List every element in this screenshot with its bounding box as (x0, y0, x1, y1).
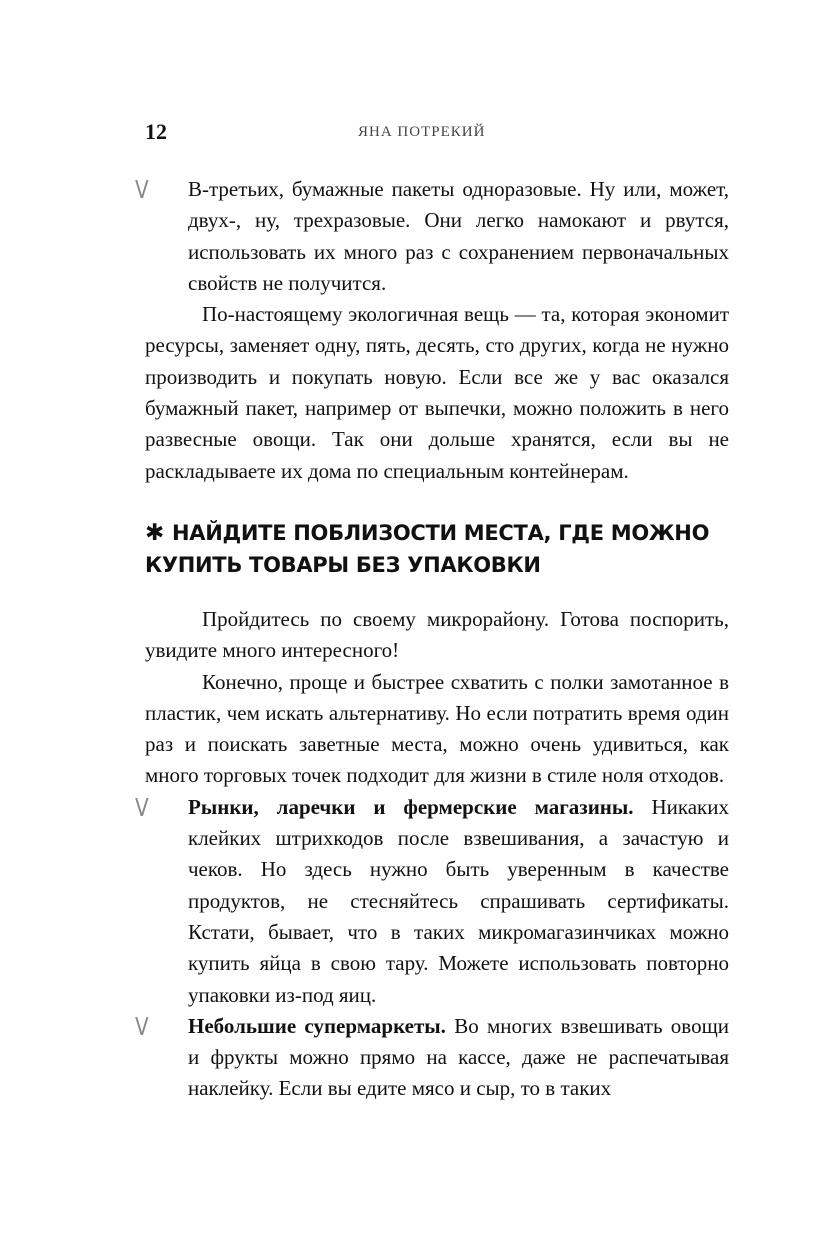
bullet-rest-3: Во многих взвешивать овощи и фрукты можно прямо на кассе, даже не распечатывая наклейку. Если вы едите мясо и сыр, то в таких (188, 1013, 729, 1101)
bullet-paragraph-1 (135, 174, 729, 299)
bullet-lead-2: Рынки, ларечки и фермерские магазины. (188, 794, 634, 819)
bullet-text-2 (145, 792, 729, 1011)
bullet-paragraph-3 (135, 1011, 729, 1105)
bullet-text-3 (145, 1011, 729, 1105)
bullet-rest-2: Никаких клейких штрихкодов после взвешивания, а зачастую и чеков. Но здесь нужно быть уверенным в качестве продуктов, не стесняйтесь спрашивать сертификаты. Кстати, бывает, что в таких микромагазинчиках можно купить яйца в свою тару. Можете использовать повторно упаковки из-под яиц. (188, 794, 729, 1007)
paragraph-3: Конечно, проще и быстрее схватить с полки замотанное в пластик, чем искать альтернативу. Но если потратить время один раз и поискать заветные места, можно очень удивиться, как много торговых точек подходит для жизни в стиле ноля отходов. (145, 669, 729, 788)
check-mark-icon: V (135, 1011, 149, 1041)
bullet-text-1: В-третьих, бумажные пакеты одноразовые. Ну или, может, двух-, ну, трехразовые. Они легко намокают и рвутся, использовать их много раз с сохранением первоначальных свойств не получится. (188, 177, 729, 295)
page-header (145, 117, 730, 147)
check-mark-icon: V (135, 792, 149, 822)
body-text (135, 174, 729, 1105)
bullet-lead-3: Небольшие супермаркеты. (188, 1013, 446, 1038)
asterisk-star-icon: ✱ (145, 519, 164, 546)
paragraph-2: Пройдитесь по своему микрорайону. Готова поспорить, увидите много интересного! (145, 606, 729, 663)
paragraph-1: По-настоящему экологичная вещь — та, которая экономит ресурсы, заменяет одну, пять, десять, сто других, когда не нужно производить и покупать новую. Если все же у вас оказался бумажный пакет, например от выпечки, можно положить в него развесные овощи. Так они дольше хранятся, если вы не раскладываете их дома по специальным контейнерам. (145, 302, 729, 483)
check-mark-icon: V (135, 175, 149, 204)
page-number: 12 (145, 119, 167, 144)
running-head-author: ЯНА ПОТРЕКИЙ (358, 124, 486, 140)
bullet-paragraph-2 (135, 792, 729, 1011)
section-heading-text: НАЙДИТЕ ПОБЛИЗОСТИ МЕСТА, ГДЕ МОЖНО КУПИТЬ ТОВАРЫ БЕЗ УПАКОВКИ (145, 520, 710, 577)
section-heading (145, 517, 729, 581)
